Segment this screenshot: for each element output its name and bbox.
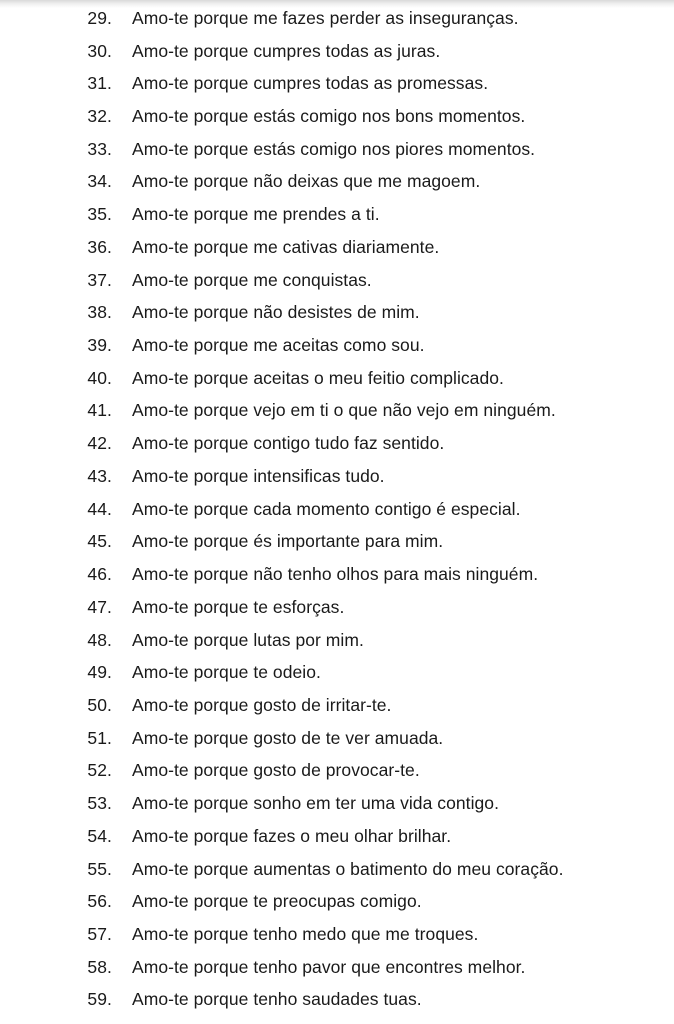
item-number: 42. [87,433,112,454]
item-number: 45. [87,531,112,552]
item-text: Amo-te porque tenho pavor que encontres melhor. [132,956,526,977]
item-text: Amo-te porque não deixas que me magoem. [132,171,481,192]
item-text: Amo-te porque não tenho olhos para mais ninguém. [132,564,539,585]
item-number: 34. [87,171,112,192]
item-number: 39. [87,335,112,356]
item-number: 59. [87,989,112,1010]
list-item [0,755,674,788]
list-item [0,133,674,166]
list-item [0,67,674,100]
list-item [0,787,674,820]
list-item [0,918,674,951]
list-item [0,591,674,624]
item-text: Amo-te porque te preocupas comigo. [132,891,422,912]
list-item [0,624,674,657]
list-item [0,984,674,1017]
list-item [0,722,674,755]
item-number: 47. [87,596,112,617]
item-number: 48. [87,629,112,650]
item-text: Amo-te porque cada momento contigo é especial. [132,498,521,519]
item-number: 51. [87,727,112,748]
item-number: 30. [87,40,112,61]
item-text: Amo-te porque contigo tudo faz sentido. [132,433,445,454]
item-text: Amo-te porque cumpres todas as juras. [132,40,441,61]
item-text: Amo-te porque te odeio. [132,662,321,683]
list-item [0,100,674,133]
list-item [0,885,674,918]
item-text: Amo-te porque me conquistas. [132,269,372,290]
list-item [0,166,674,199]
list-item [0,35,674,68]
item-number: 29. [87,7,112,28]
item-text: Amo-te porque te esforças. [132,596,345,617]
item-number: 49. [87,662,112,683]
item-number: 54. [87,825,112,846]
item-number: 40. [87,367,112,388]
item-text: Amo-te porque não desistes de mim. [132,302,420,323]
item-text: Amo-te porque me cativas diariamente. [132,236,440,257]
item-text: Amo-te porque vejo em ti o que não vejo em ninguém. [132,400,556,421]
list-item [0,395,674,428]
list-item [0,231,674,264]
list-item [0,558,674,591]
list-item [0,951,674,984]
list-item [0,493,674,526]
item-text: Amo-te porque cumpres todas as promessas. [132,73,489,94]
item-text: Amo-te porque tenho saudades tuas. [132,989,422,1010]
item-text: Amo-te porque estás comigo nos piores momentos. [132,138,536,159]
list-item [0,526,674,559]
list-item [0,689,674,722]
item-number: 52. [87,760,112,781]
item-text: Amo-te porque fazes o meu olhar brilhar. [132,825,452,846]
list-item [0,362,674,395]
item-number: 35. [87,204,112,225]
list-item [0,853,674,886]
item-text: Amo-te porque tenho medo que me troques. [132,923,479,944]
reasons-list [0,2,674,1016]
list-item [0,264,674,297]
item-number: 36. [87,236,112,257]
item-text: Amo-te porque aumentas o batimento do meu coração. [132,858,564,879]
item-text: Amo-te porque estás comigo nos bons momentos. [132,106,526,127]
item-number: 43. [87,465,112,486]
item-number: 33. [87,138,112,159]
item-number: 58. [87,956,112,977]
item-number: 32. [87,106,112,127]
item-number: 57. [87,923,112,944]
list-item [0,296,674,329]
list-item [0,198,674,231]
item-number: 56. [87,891,112,912]
item-number: 55. [87,858,112,879]
list-item [0,2,674,35]
item-text: Amo-te porque sonho em ter uma vida contigo. [132,793,499,814]
list-item [0,460,674,493]
item-number: 38. [87,302,112,323]
item-number: 41. [87,400,112,421]
item-number: 31. [87,73,112,94]
list-item [0,656,674,689]
item-text: Amo-te porque gosto de te ver amuada. [132,727,444,748]
item-text: Amo-te porque gosto de irritar-te. [132,694,392,715]
item-text: Amo-te porque me aceitas como sou. [132,335,425,356]
item-text: Amo-te porque me prendes a ti. [132,204,380,225]
item-number: 44. [87,498,112,519]
item-text: Amo-te porque intensificas tudo. [132,465,385,486]
item-text: Amo-te porque gosto de provocar-te. [132,760,420,781]
item-text: Amo-te porque és importante para mim. [132,531,444,552]
item-text: Amo-te porque me fazes perder as inseguranças. [132,7,519,28]
item-number: 53. [87,793,112,814]
item-number: 37. [87,269,112,290]
item-number: 50. [87,694,112,715]
item-text: Amo-te porque aceitas o meu feitio complicado. [132,367,504,388]
list-item [0,329,674,362]
item-text: Amo-te porque lutas por mim. [132,629,364,650]
list-item [0,427,674,460]
item-number: 46. [87,564,112,585]
list-item [0,820,674,853]
